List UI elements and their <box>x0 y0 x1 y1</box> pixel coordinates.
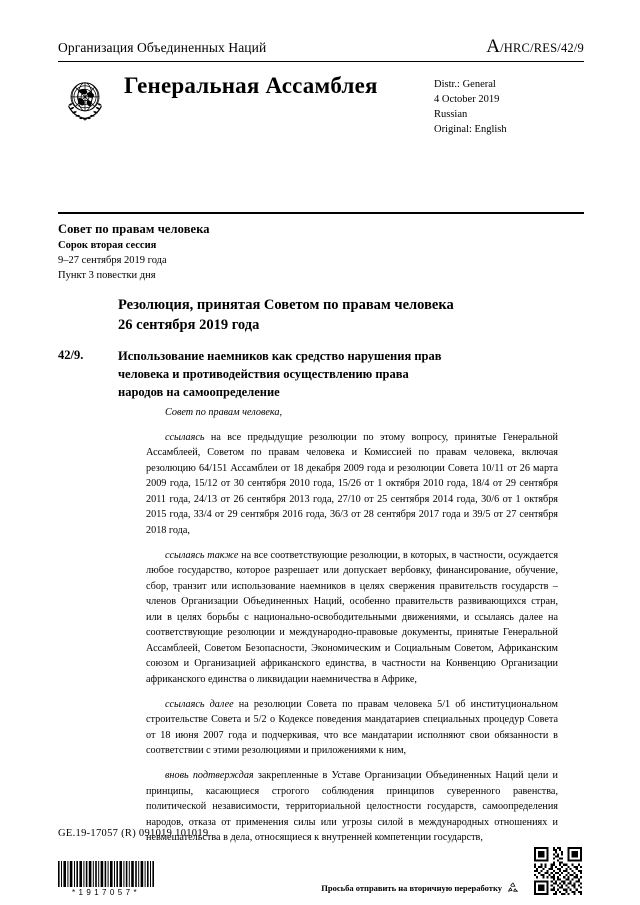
barcode <box>58 861 154 897</box>
un-emblem <box>58 72 112 126</box>
resolution-title-row <box>58 348 558 401</box>
paragraph-lead-in: вновь подтверждая <box>165 770 254 781</box>
preambular-paragraph-2 <box>146 548 558 688</box>
paragraph-lead-in: ссылаясь также <box>165 549 239 561</box>
footer-lower-row <box>58 845 584 897</box>
document-footer <box>58 828 584 897</box>
distribution-date: 4 October 2019 <box>434 93 500 105</box>
paragraph-text: на резолюции Совета по правам человека 5/1 об институциональном строительстве Совета и 5/2 о Кодексе поведения мандатариев специальных процедур Совета от 18 июня 2007 года и подчеркивая, что все мандатарии исполняют свои обязанности в соответствии с этими резолюциями и приложениями к ним, <box>146 698 559 756</box>
resolution-number: 42/9. <box>58 348 84 362</box>
recycle-note <box>321 881 520 895</box>
masthead-divider <box>58 61 584 62</box>
recycle-icon <box>506 881 520 895</box>
document-symbol <box>486 36 584 58</box>
document-symbol-prefix: A <box>486 36 501 57</box>
masthead <box>58 36 584 138</box>
distribution-block <box>434 78 584 138</box>
masthead-top-row <box>58 36 584 61</box>
session-block <box>58 221 458 283</box>
resolution-heading-line1: Резолюция, принятая Советом по правам человека <box>118 297 454 313</box>
distribution-original: Original: English <box>434 123 507 135</box>
body-title: Генеральная Ассамблея <box>124 73 378 98</box>
resolution-title: Использование наемников как средство нарушения прав человека и противодействия осуществлению права народов на самоопределение <box>118 349 442 399</box>
paragraph-lead-in: ссылаясь <box>165 431 205 443</box>
session-number: Сорок вторая сессия <box>58 239 157 251</box>
council-name: Совет по правам человека <box>58 222 210 236</box>
paragraph-lead-in: ссылаясь далее <box>165 698 234 710</box>
body-addressee <box>146 405 558 421</box>
masthead-main-row <box>58 69 584 138</box>
paragraph-text: закрепленные в Уставе Организации Объединенных Наций цели и принципы, касающиеся строгого соблюдения принципов суверенного равенства, политической независимости, территориальной целостности государств, самоопределения народов, отказа от применения силы или угрозы силой в международных отношениях и невмешательства в дела, относящиеся к внутренней компетенции государств, <box>146 770 558 843</box>
distribution-type: Distr.: General <box>434 79 496 90</box>
session-dates: 9–27 сентября 2019 года <box>58 255 167 267</box>
footer-right-group <box>321 845 584 897</box>
barcode-bars <box>58 861 154 887</box>
resolution-heading <box>118 296 558 335</box>
organization-name: Организация Объединенных Наций <box>58 40 267 55</box>
recycle-note-text: Просьба отправить на вторичную переработку <box>321 883 502 893</box>
paragraph-text: на все соответствующие резолюции, в которых, в частности, осуждается любое государство, которое разрешает или допускает вербовку, финансирование, обучение, сбор, транзит или использование наемников в целях свержения правительств государств – членов Организации Объединенных Наций, особенно правительств развивающихся стран, или в целях борьбы с национально-освободительными движениями, и ссылаясь далее на соответствующие резолюции и международно-правовые документы, принятые Генеральной Ассамблеей, Советом Безопасности, Экономическим и Социальным Советом, Африканским союзом и Организацией африканского единства, в частности на Конвенцию Организации африканского единства о ликвидации наемничества в Африке, <box>146 549 558 685</box>
paragraph-text: на все предыдущие резолюции по этому вопросу, принятые Генеральной Ассамблеей, Советом по правам человека и Комиссией по правам человека, включая резолюцию 64/151 Ассамблеи от 18 декабря 2009 года и резолюции Совета 10/11 от 26 марта 2009 года, 15/12 от 30 сентября 2010 года, 15/26 от 1 октября 2010 года, 18/4 от 29 сентября 2011 года, 24/13 от 26 сентября 2013 года, 27/10 от 25 сентября 2014 года, 30/6 от 1 октября 2015 года, 33/4 от 29 сентября 2016 года, 36/3 от 28 сентября 2017 года и 39/5 от 27 сентября 2018 года, <box>146 431 558 536</box>
agenda-item: Пункт 3 повестки дня <box>58 270 156 282</box>
document-symbol-rest: /HRC/RES/42/9 <box>500 41 584 55</box>
distribution-language: Russian <box>434 108 468 120</box>
qr-code <box>532 845 584 897</box>
footer-job-code: GE.19-17057 (R) 091019 101019 <box>58 828 209 839</box>
resolution-heading-line2: 26 сентября 2019 года <box>118 316 260 333</box>
preambular-paragraph-1 <box>146 430 558 539</box>
addressee-text: Совет по правам человека, <box>165 407 283 418</box>
preambular-paragraph-3 <box>146 697 558 759</box>
section-divider <box>58 212 584 214</box>
resolution-body <box>146 405 558 855</box>
barcode-number: *1917057* <box>72 888 140 897</box>
